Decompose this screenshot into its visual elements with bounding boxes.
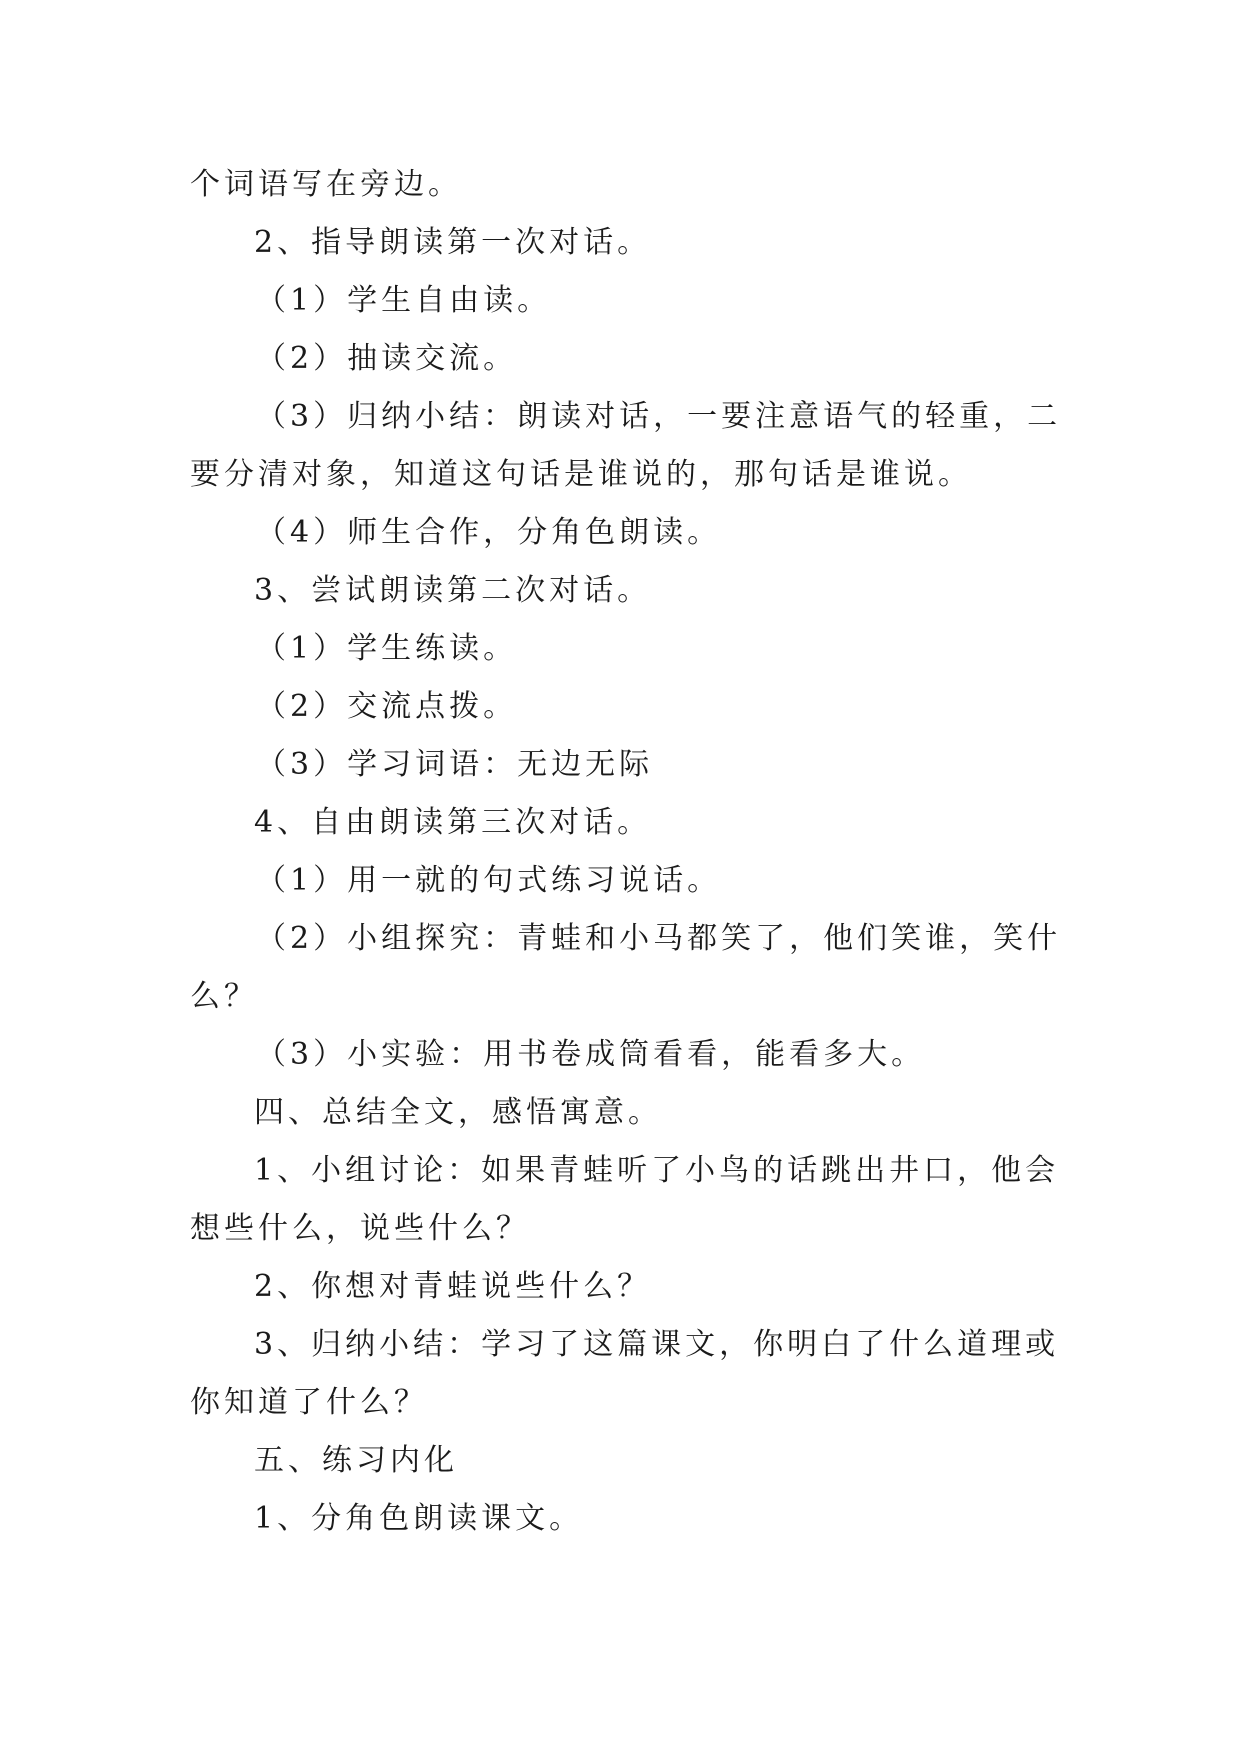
text-line: （2）交流点拨。	[256, 689, 518, 724]
text-line: （1）学生自由读。	[256, 283, 552, 318]
text-line: （1）学生练读。	[256, 631, 518, 666]
text-line: （2）抽读交流。	[256, 341, 518, 376]
text-line: （3）小实验：用书卷成筒看看，能看多大。	[256, 1037, 926, 1072]
text-line: 五、练习内化	[254, 1443, 458, 1478]
text-line: （4）师生合作，分角色朗读。	[256, 515, 722, 550]
text-line: 2、指导朗读第一次对话。	[254, 225, 652, 260]
text-line: （1）用一就的句式练习说话。	[256, 863, 722, 898]
text-line: 3、尝试朗读第二次对话。	[254, 573, 652, 608]
text-line: 3、归纳小结：学习了这篇课文，你明白了什么道理或	[254, 1327, 1060, 1362]
text-line: （3）归纳小结：朗读对话，一要注意语气的轻重，二	[256, 399, 1062, 434]
text-line: 2、你想对青蛙说些什么？	[254, 1269, 652, 1304]
text-line: 想些什么，说些什么？	[190, 1211, 530, 1246]
text-line: 4、自由朗读第三次对话。	[254, 805, 652, 840]
text-line: 要分清对象，知道这句话是谁说的，那句话是谁说。	[190, 457, 972, 492]
text-line: 1、分角色朗读课文。	[254, 1501, 584, 1536]
text-line: 个词语写在旁边。	[190, 167, 462, 202]
text-line: 么？	[190, 979, 258, 1014]
text-line: 你知道了什么？	[190, 1385, 428, 1420]
text-line: 1、小组讨论：如果青蛙听了小鸟的话跳出井口，他会	[254, 1153, 1060, 1188]
text-line: （3）学习词语：无边无际	[256, 747, 654, 782]
text-line: 四、总结全文，感悟寓意。	[254, 1095, 662, 1130]
text-line: （2）小组探究：青蛙和小马都笑了，他们笑谁，笑什	[256, 921, 1062, 956]
